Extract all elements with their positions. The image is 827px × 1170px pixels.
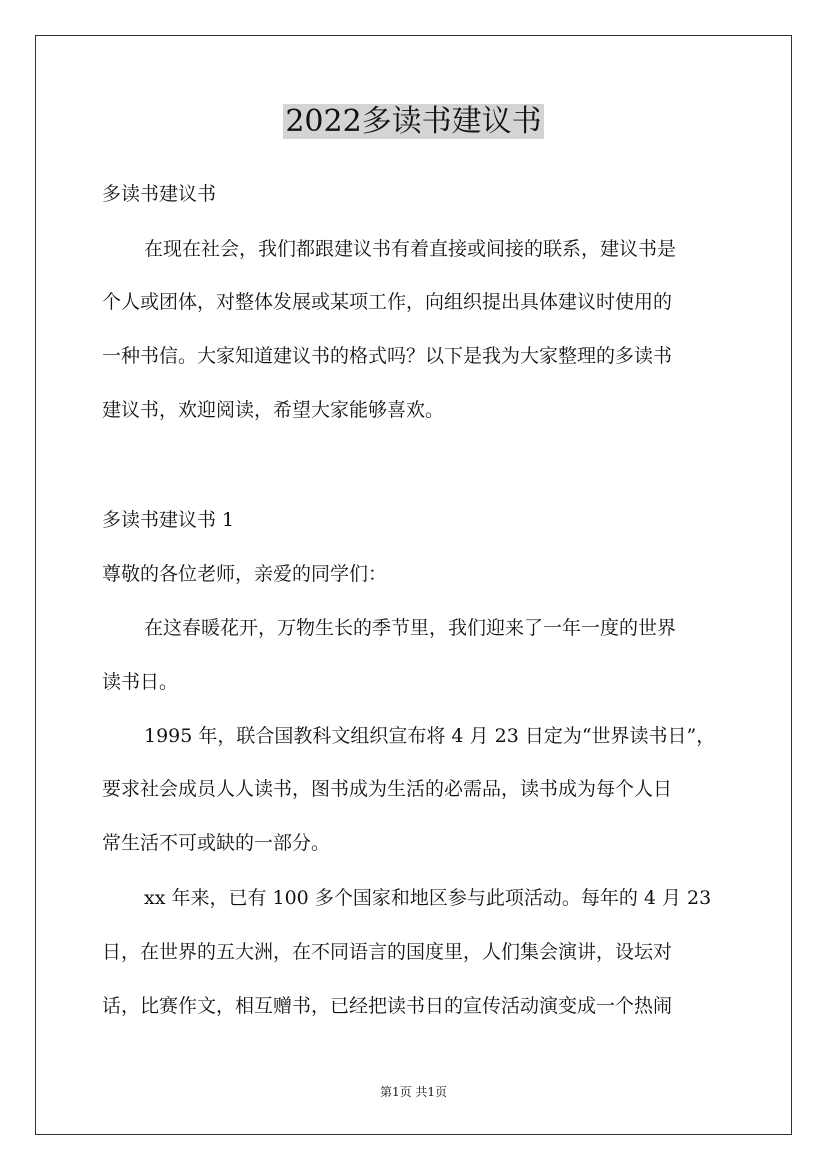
page-footer: 第1页 共1页 bbox=[379, 1085, 448, 1099]
paragraph-line: 常生活不可或缺的一部分。 bbox=[102, 832, 331, 854]
paragraph-line: 日，在世界的五大洲，在不同语言的国度里，人们集会演讲，设坛对 bbox=[102, 941, 673, 963]
salutation: 尊敬的各位老师，亲爱的同学们： bbox=[102, 563, 388, 585]
section-heading: 多读书建议书 1 bbox=[102, 509, 235, 531]
paragraph-line: xx 年来，已有 100 多个国家和地区参与此项活动。每年的 4 月 23 bbox=[144, 887, 712, 909]
document-title-text: 2022多读书建议书 bbox=[285, 104, 542, 139]
paragraph-line: 在这春暖花开，万物生长的季节里，我们迎来了一年一度的世界 bbox=[144, 617, 677, 639]
document-subtitle: 多读书建议书 bbox=[102, 183, 217, 205]
paragraph-line: 要求社会成员人人读书，图书成为生活的必需品，读书成为每个人日 bbox=[102, 778, 673, 800]
intro-line: 一种书信。大家知道建议书的格式吗？以下是我为大家整理的多读书 bbox=[102, 345, 673, 367]
paragraph-line: 1995 年，联合国教科文组织宣布将 4 月 23 日定为“世界读书日”， bbox=[144, 725, 716, 747]
paragraph-line: 话，比赛作文，相互赠书，已经把读书日的宣传活动演变成一个热闹 bbox=[102, 995, 673, 1017]
intro-line: 个人或团体，对整体发展或某项工作，向组织提出具体建议时使用的 bbox=[102, 291, 673, 313]
document-title bbox=[0, 100, 827, 144]
paragraph-line: 读书日。 bbox=[102, 671, 179, 693]
intro-line: 在现在社会，我们都跟建议书有着直接或间接的联系，建议书是 bbox=[144, 238, 677, 260]
intro-line: 建议书，欢迎阅读，希望大家能够喜欢。 bbox=[102, 399, 445, 421]
